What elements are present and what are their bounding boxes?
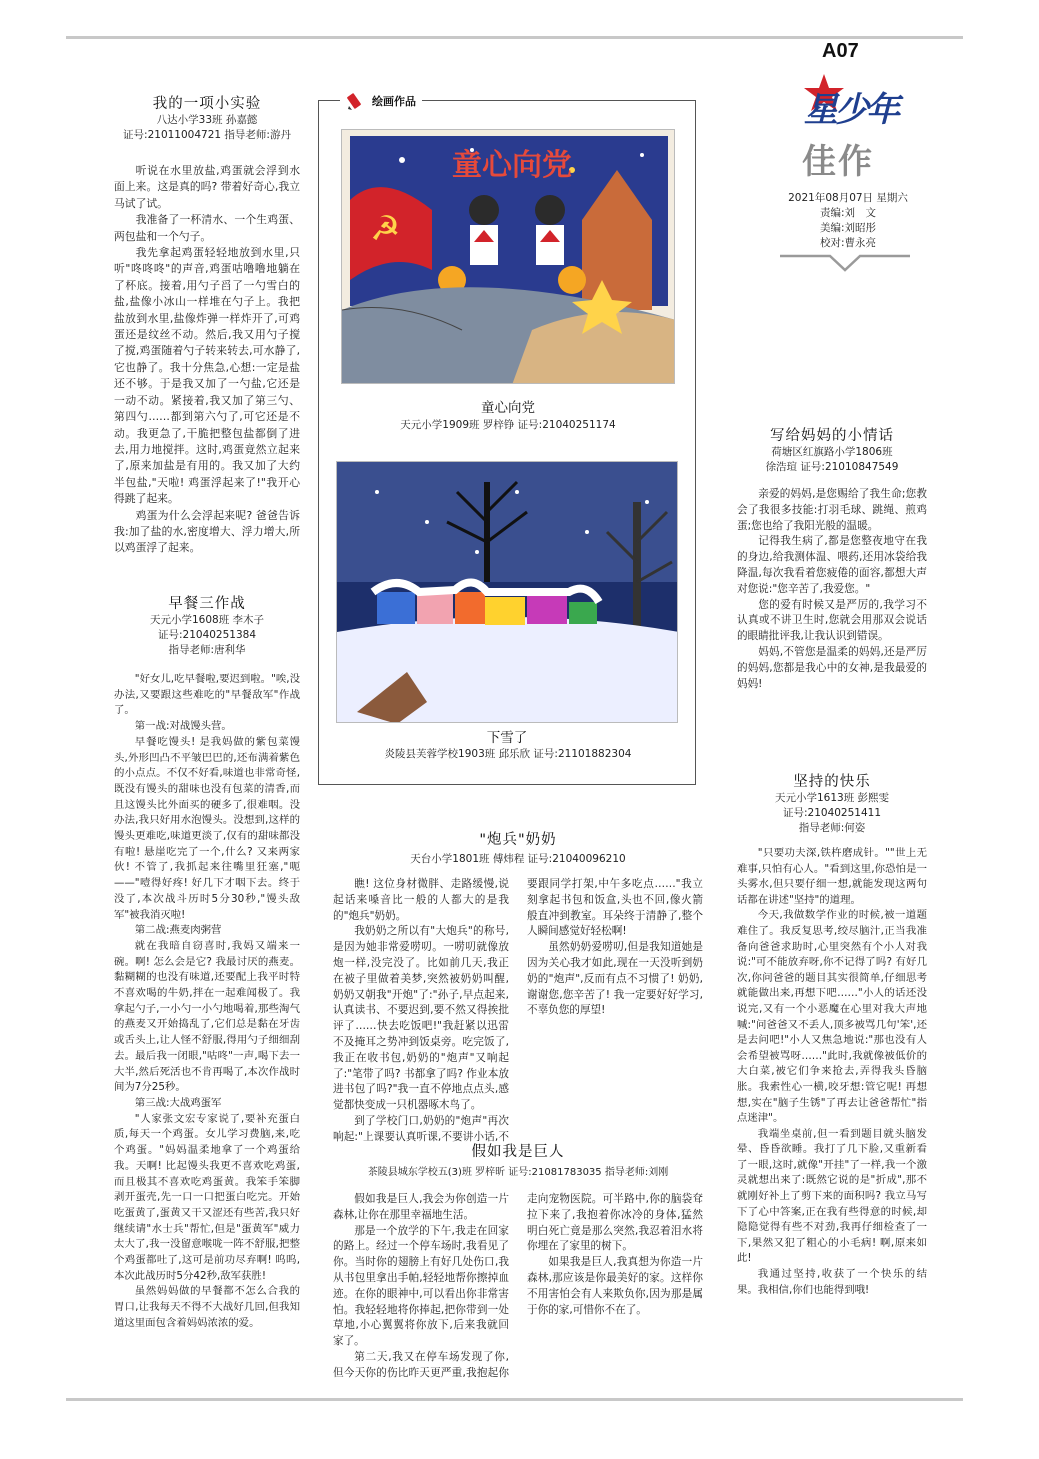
article-cert: 徐浩瑄 证号:21010847549 — [765, 461, 899, 473]
article-body — [333, 1192, 703, 1392]
paragraph: 早餐吃馒头! 是我妈做的紫包菜馒头,外形凹凸不平皱巴巴的,还布满着紫色的小点点。不仅不好看,味道也非常奇怪,既没有馒头的甜味也没有包菜的清香,而且这馒头比外面买的硬多了,很难咽。没办法,我只好用水泡馒头。没想到,这样的馒头更难吃,味道更淡了,仅有的甜味都没有啦! 悬崖吃完了一个,什么? 又来两家伙! 不管了,我抓起来往嘴里狂塞,"呃——"噎得好疼! 好几下才咽下去。终于没了,本次战斗历时5分30秒,"馒头敌军"被我消灭啦! — [114, 735, 300, 921]
paragraph: "人家张文宏专家说了,要补充蛋白质,每天一个鸡蛋。女儿学习费脑,来,吃个鸡蛋。"妈妈温柔地拿了一个鸡蛋给我。天啊! 比起馒头我更不喜欢吃鸡蛋,而且极其不喜欢吃鸡蛋黄。我笨手笨脚剥开蛋壳,先一口一口把蛋白吃完。开始吃蛋黄了,蛋黄又干又涩还有些苦,我只好继续请"水士兵"帮忙,但是"蛋黄军"威力太大了,我一没留意喉咙一阵不舒服,把整个鸡蛋都吐了,这可是前功尽弃啊! 呜呜,本次此战历时5分42秒,敌军获胜! — [114, 1112, 300, 1282]
article-author: 八达小学33班 孙嘉懿 — [156, 114, 258, 126]
article-breakfast — [114, 592, 300, 1332]
article-cert: 证号:21040251411 — [782, 807, 882, 819]
painting-party-meta: 天元小学1909班 罗梓铮 证号:21040251174 — [400, 419, 616, 431]
editor: 责编:刘 文 — [819, 207, 877, 219]
article-author: 荷塘区红旗路小学1806班 — [771, 446, 893, 458]
svg-text:☭: ☭ — [370, 209, 401, 249]
paragraph: 第二战:燕麦肉粥营 — [134, 924, 222, 937]
article-grandma — [333, 828, 703, 1152]
article-teacher: 指导老师:唐利华 — [168, 644, 246, 656]
article-title: 坚持的快乐 — [793, 774, 871, 790]
paragraph: 第二天,我又在停车场发现了你,但今天你的伤比昨天更严重,我抱起你走向宠物医院。可半路中,你的脑袋耷拉下来了,我抱着你冰冷的身体,猛然明白死亡竟是那么突然,我忍着泪水将你埋在了家里的树下。 — [333, 1193, 703, 1379]
article-experiment — [114, 92, 300, 557]
paragraph: 妈妈,不管您是温柔的妈妈,还是严厉的妈妈,您都是我心中的女神,是我最爱的妈妈! — [737, 645, 927, 690]
article-body — [737, 846, 927, 1298]
article-cert: 证号:21011004721 指导老师:游丹 — [123, 129, 291, 141]
brand-text: 星少年 — [804, 90, 897, 130]
paragraph: 记得我生病了,都是您整夜地守在我的身边,给我测体温、喂药,还用冰袋给我降温,每次我看着您疲倦的面容,都想大声对您说:"您辛苦了,我爱您。" — [737, 535, 927, 595]
painting-party-title: 童心向党 — [481, 400, 535, 416]
article-body — [333, 877, 703, 1152]
article-title: 我的一项小实验 — [152, 96, 262, 112]
article-teacher: 指导老师:何姿 — [798, 822, 866, 834]
pencil-icon — [346, 91, 368, 111]
article-persistence — [737, 770, 927, 1298]
article-giant — [333, 1140, 703, 1392]
painting-party — [341, 129, 675, 384]
article-title: "炮兵"奶奶 — [479, 832, 557, 848]
bottom-rule — [66, 1398, 963, 1401]
paragraph: 我先拿起鸡蛋轻轻地放到水里,只听"咚咚咚"的声音,鸡蛋咕噜噜地躺在了杯底。接着,用勺子舀了一勺雪白的盐,盐像小冰山一样堆在勺子上。我把盐放到水里,盐像炸弹一样炸开了,可鸡蛋还是纹丝不动。然后,我又用勺子搅了搅,鸡蛋随着勺子转来转去,可水静了,它也静了。我十分焦急,心想:一定是盐还不够。于是我又加了一勺盐,它还是一动不动。紧接着,我又加了第三勺、第四勺……都到第六勺了,可它还是不动。我更急了,干脆把整包盐都倒了进去,用力地搅拌。这时,鸡蛋竟然立起来了,原来加盐是有用的。我又加了大约半包盐,"天啦! 鸡蛋浮起来了!"我开心得跳了起来。 — [114, 246, 300, 506]
painting-snow-meta: 炎陵县芙蓉学校1903班 邱乐欣 证号:21101882304 — [384, 748, 632, 760]
masthead — [788, 38, 908, 268]
proofreader: 校对:曹永亮 — [819, 237, 877, 249]
article-author: 天元小学1608班 李木子 — [149, 614, 265, 626]
article-mother — [737, 424, 927, 692]
designer: 美编:刘昭彤 — [819, 222, 877, 234]
paragraph: 听说在水里放盐,鸡蛋就会浮到水面上来。这是真的吗? 带着好奇心,我立马试了试。 — [114, 164, 300, 210]
article-body — [114, 672, 300, 1332]
art-badge — [340, 90, 422, 112]
article-meta: 茶陵县城东学校五(3)班 罗梓昕 证号:21081783035 指导老师:刘刚 — [367, 1167, 669, 1178]
paragraph: 第一战:对战馒头营。 — [134, 720, 232, 733]
painting-snow-title: 下雪了 — [486, 730, 528, 746]
article-title: 假如我是巨人 — [471, 1144, 565, 1160]
paragraph: 亲爱的妈妈,是您赐给了我生命;您教会了我很多技能:打羽毛球、跳绳、煎鸡蛋;您也给了我阳光般的温暖。 — [737, 488, 927, 532]
paragraph: 我准备了一杯清水、一个生鸡蛋、两包盐和一个勺子。 — [114, 213, 300, 243]
paragraph: 我奶奶之所以有"大炮兵"的称号,是因为她非常爱唠叨。一唠叨就像放炮一样,没完没了。比如前几天,我正在被子里做着美梦,突然被奶奶叫醒,奶奶又朝我"开炮"了:"孙子,早点起来,认真读书、不要迟到,要不然又得挨批评了……快去吃饭吧!"我赶紧以迅雷不及掩耳之势冲到饭桌旁。吃完饭了,我正在收书包,奶奶的"炮声"又响起了:"笔带了吗? 书都拿了吗? 作业本放进书包了吗?"我一直不停地点点头,感觉都快变成一只机器啄木鸟了。 — [333, 925, 509, 1112]
issue-date: 2021年08月07日 星期六 — [788, 192, 908, 204]
page-code: A07 — [822, 40, 859, 62]
paragraph: 那是一个放学的下午,我走在回家的路上。经过一个停车场时,我看见了你。当时你的翅膀上有好几处伤口,我从书包里拿出手帕,轻轻地帮你擦掉血迹。在你的眼神中,可以看出你非常害怕。我轻轻地将你捧起,把你带到一处草地,小心翼翼将你放下,后来我就回家了。 — [333, 1224, 509, 1348]
paragraph: 虽然奶奶爱唠叨,但是我知道她是因为关心我才如此,现在一天没听到奶奶的"炮声",反而有点不习惯了! 奶奶,谢谢您,您辛苦了! 我一定要好好学习,不辜负您的厚望! — [527, 941, 703, 1017]
paragraph: 瞧! 这位身材微胖、走路缓慢,说起话来嗓音比一般的人都大的是我的"炮兵"奶奶。 — [333, 878, 509, 922]
paragraph: "好女儿,吃早餐啦,要迟到啦。"唉,没办法,又要跟这些难吃的"早餐敌军"作战了。 — [114, 673, 300, 717]
article-meta: 天台小学1801班 傅炜程 证号:21040096210 — [410, 853, 626, 865]
painting-party-lettering: 童心向党 — [452, 148, 572, 183]
article-title: 写给妈妈的小情话 — [770, 428, 894, 444]
masthead-chevron — [780, 250, 910, 274]
paragraph: 虽然妈妈做的早餐都不怎么合我的胃口,让我每天不得不大战好几回,但我知道这里面包含着妈妈浓浓的爱。 — [114, 1285, 300, 1329]
article-author: 天元小学1613班 彭熙雯 — [774, 792, 890, 804]
article-body — [114, 163, 300, 557]
painting-party-image — [342, 130, 675, 384]
brand-logo — [802, 70, 902, 130]
paragraph: 您的爱有时候又是严厉的,我学习不认真或不讲卫生时,您就会用那双会说话的眼睛批评我,让我认识到错误。 — [737, 598, 927, 643]
paragraph: 今天,我做数学作业的时候,被一道题难住了。我反复思考,绞尽脑汁,正当我准备向爸爸求助时,心里突然有个小人对我说:"可不能放弃呀,你不记得了吗? 有好几次,你问爸爸的题目其实很简单,仔细思考就能做出来,再想下吧……"小人的话还没说完,又有一个小恶魔在心里对我大声地喊:"问爸爸又不丢人,顶多被骂几句'笨',还是去问吧!"小人又焦急地说:"那也没有人会希望被骂呀……"此时,我就像被低价的大白菜,被它们争来抢去,弄得我头昏脑胀。我索性心一横,咬牙想:管它呢! 再想想,实在"脑子生锈"了再去让爸爸帮忙"指点迷津"。 — [737, 909, 927, 1125]
paragraph: 鸡蛋为什么会浮起来呢? 爸爸告诉我:加了盐的水,密度增大、浮力增大,所以鸡蛋浮了起来。 — [114, 508, 300, 555]
art-badge-label: 绘画作品 — [372, 95, 416, 108]
painting-snow-image — [337, 462, 678, 723]
section-title: 佳作 — [802, 142, 874, 182]
paragraph: 到了学校门口,奶奶的"炮声"再次响起:"上课要认真听课,不要讲小话,不要跟同学打架,中午多吃点……"我立刻拿起书包和饭盒,头也不回,像火箭般直冲到教室。耳朵终于清静了,整个人瞬间感觉好轻松啊! — [333, 878, 703, 1143]
painting-snow — [336, 461, 678, 723]
paragraph: 我端坐桌前,但一看到题目就头脑发晕、昏昏欲睡。我打了几下脸,又重新看了一眼,这时,就像"开挂"了一样,我一个激灵就想出来了:既然它说的是"折成",那不就刚好补上了剪下来的面积吗? 我立马写下了心中答案,正在我有些得意的时候,却隐隐觉得有些不对劲,我再仔细检查了一下,果然又犯了粗心的小毛病! 啊,原来如此! — [737, 1127, 927, 1265]
paragraph: 就在我暗自窃喜时,我妈又端来一碗。啊! 怎么会是它? 我最讨厌的燕麦。黏糊糊的也没有味道,还要配上我平时特不喜欢喝的牛奶,拌在一起难闻极了。我拿起勺子,一小勺一小勺地喝着,那些淘气的燕麦又开始捣乱了,它们总是黏在牙齿或舌头上,让人怪不舒服,得用勺子细细刮去。最后我一闭眼,"咕咚"一声,喝下去一大半,然后死活也不肯再喝了,本次作战时间为7分25秒。 — [114, 939, 300, 1094]
article-body — [737, 487, 927, 692]
article-cert: 证号:21040251384 — [157, 629, 257, 641]
paragraph: "只要功夫深,铁杵磨成针。""世上无难事,只怕有心人。"看到这里,你恐怕是一头雾水,但只要仔细一想,就能发现这两句话都在讲述"坚持"的道理。 — [737, 847, 927, 906]
article-title: 早餐三作战 — [168, 596, 246, 612]
paragraph: 假如我是巨人,我会为你创造一片森林,让你在那里幸福地生活。 — [333, 1193, 509, 1221]
paragraph: 我通过坚持,收获了一个快乐的结果。我相信,你们也能得到哦! — [737, 1268, 927, 1296]
paragraph: 第三战:大战鸡蛋军 — [134, 1096, 222, 1109]
paragraph: 如果我是巨人,我真想为你造一片森林,那应该是你最美好的家。这样你不用害怕会有人来欺负你,因为那是属于你的家,可惜你不在了。 — [527, 1256, 703, 1316]
